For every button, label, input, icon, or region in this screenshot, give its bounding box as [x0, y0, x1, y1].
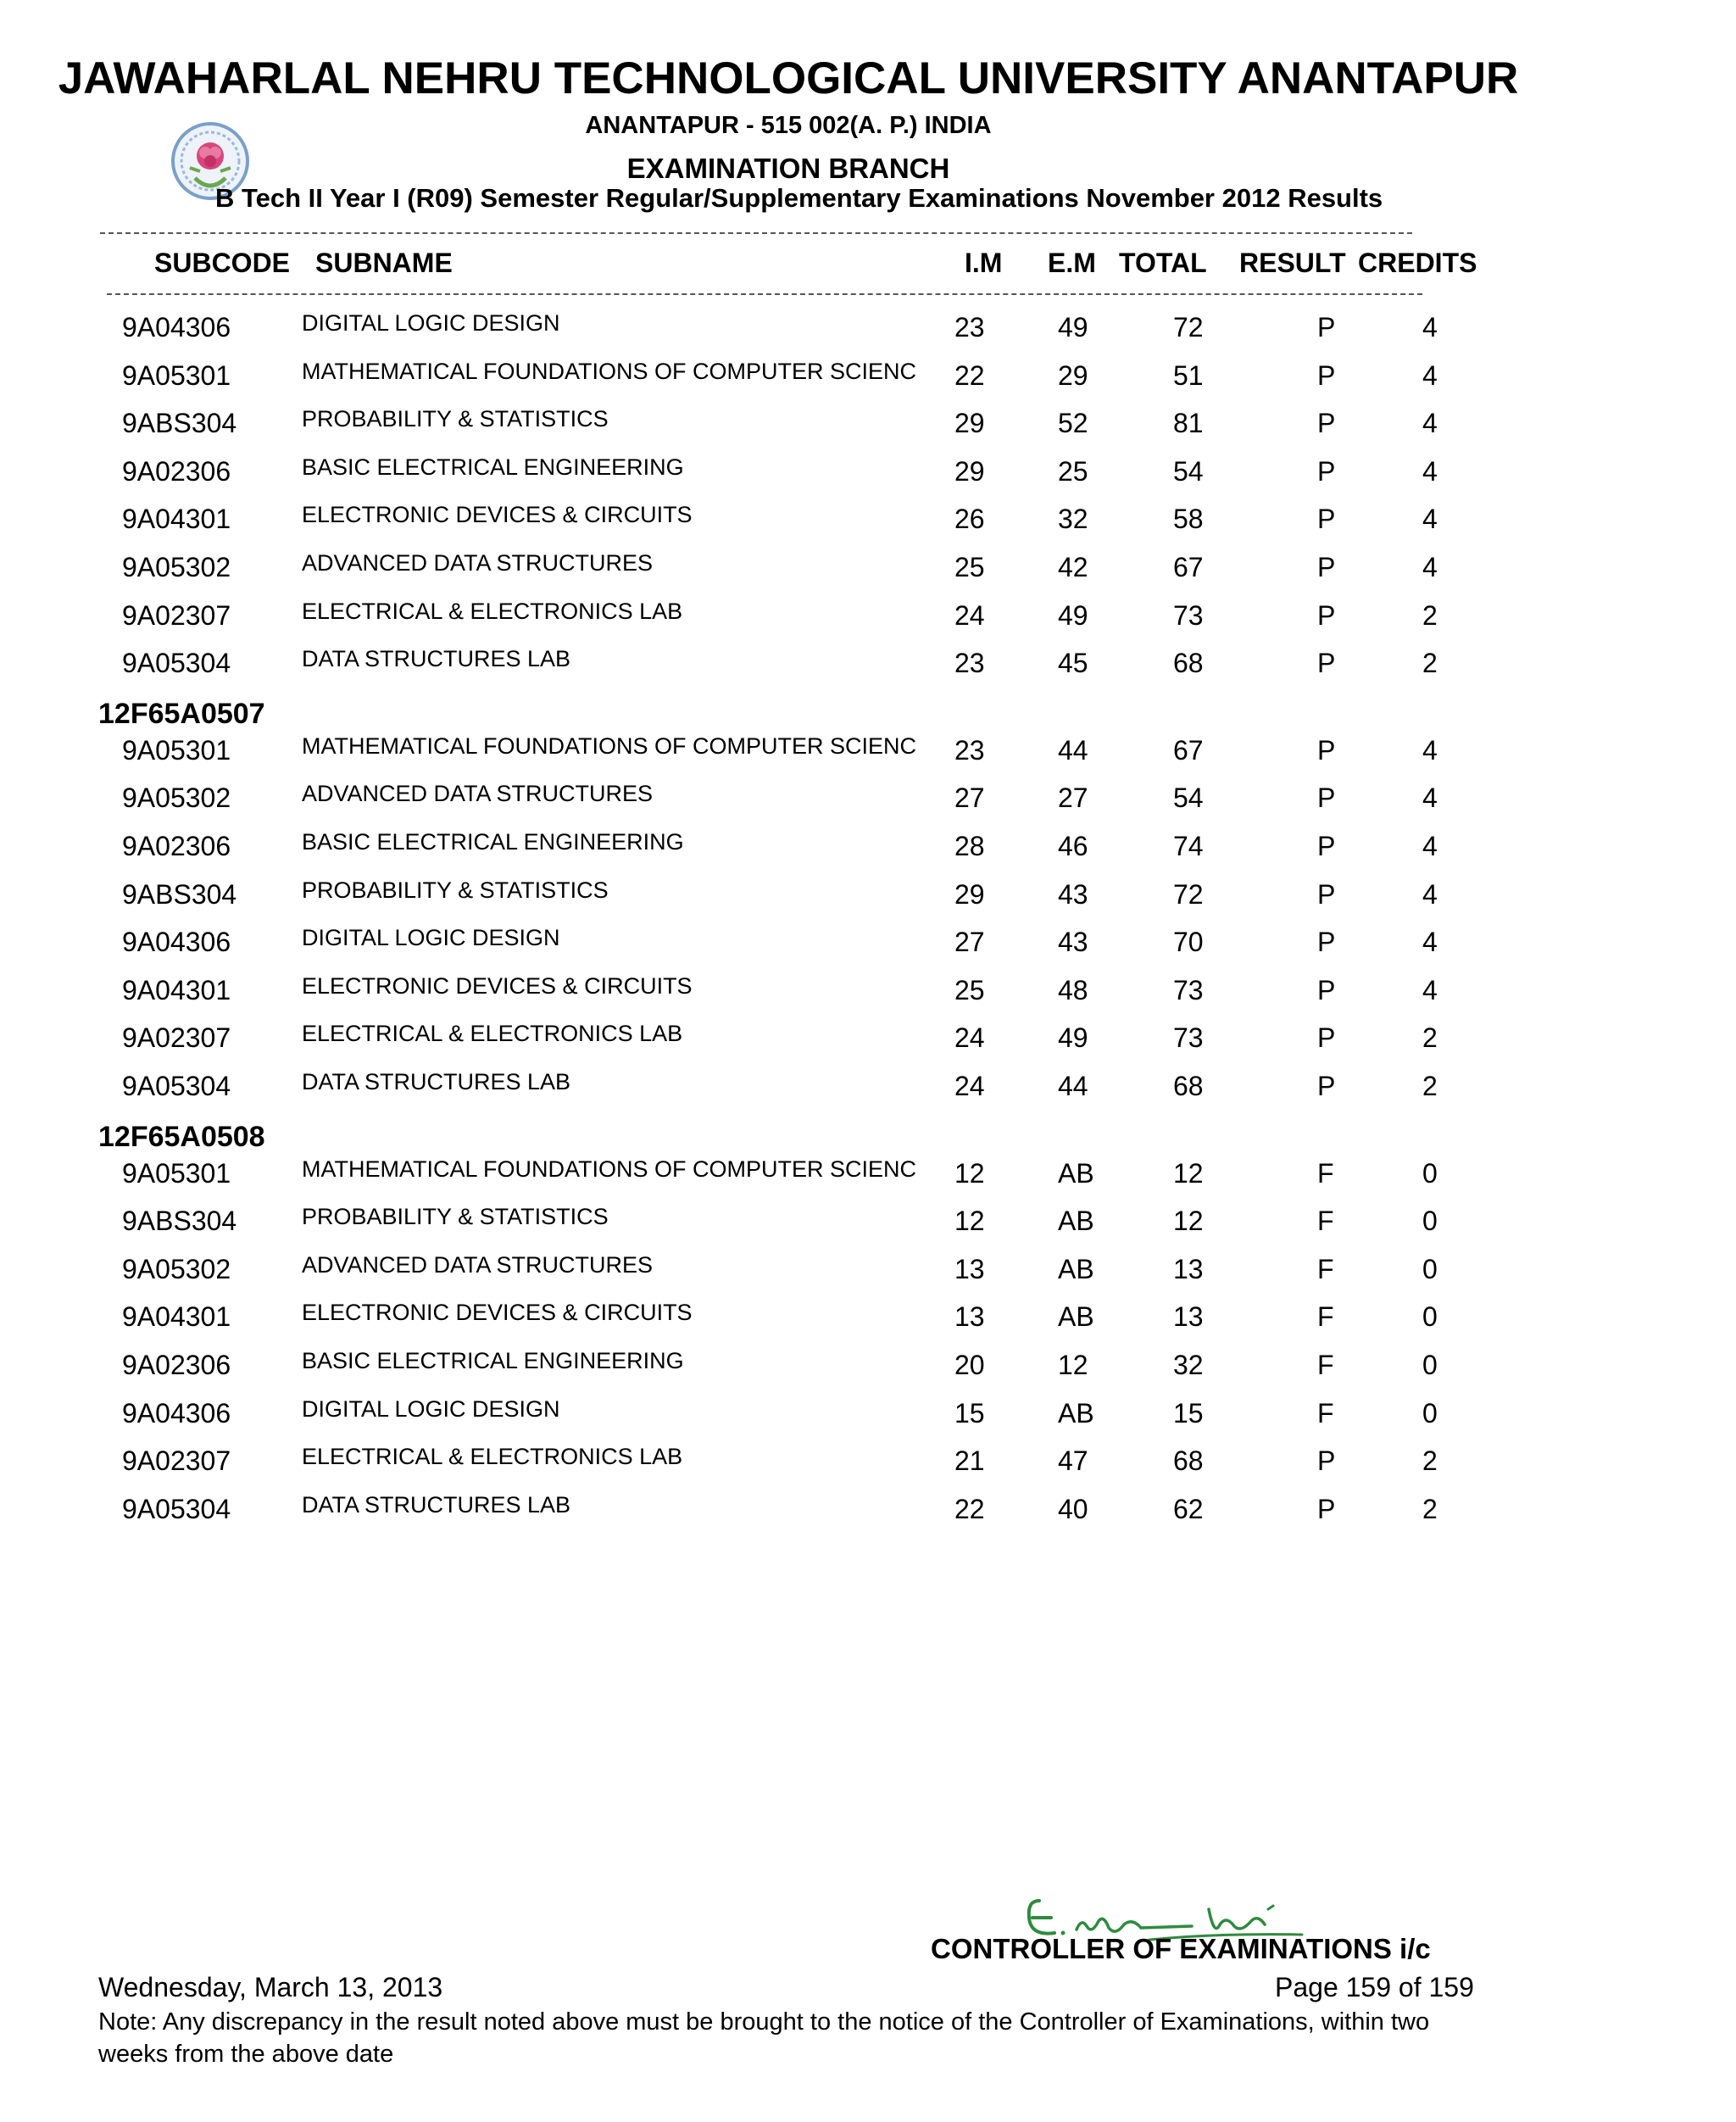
subject-name: DIGITAL LOGIC DESIGN [302, 310, 560, 336]
branch-title: EXAMINATION BRANCH [626, 153, 950, 184]
subject-code: 9A04306 [122, 927, 231, 958]
external-marks: 43 [1058, 878, 1088, 910]
credits: 4 [1422, 504, 1438, 535]
total-marks: 62 [1173, 1493, 1204, 1524]
subject-code: 9A05304 [122, 648, 231, 679]
subject-name: ADVANCED DATA STRUCTURES [302, 550, 654, 576]
internal-marks: 24 [954, 1022, 985, 1054]
external-marks: 45 [1058, 648, 1088, 679]
total-marks: 12 [1173, 1157, 1204, 1189]
subject-name: DATA STRUCTURES LAB [302, 1491, 571, 1518]
internal-marks: 27 [954, 927, 985, 958]
result: F [1317, 1253, 1334, 1284]
internal-marks: 15 [954, 1397, 985, 1429]
university-address: ANANTAPUR - 515 002(A. P.) INDIA [585, 112, 992, 139]
internal-marks: 29 [954, 878, 985, 910]
page-number: Page 159 of 159 [1275, 1972, 1474, 2002]
col-header-total: TOTAL [1119, 248, 1207, 278]
credits: 4 [1422, 312, 1438, 343]
credits: 0 [1422, 1157, 1438, 1189]
external-marks: 44 [1058, 734, 1088, 766]
external-marks: 49 [1058, 312, 1088, 343]
subject-name: PROBABILITY & STATISTICS [302, 406, 609, 432]
subject-code: 9A05301 [122, 1157, 231, 1189]
total-marks: 72 [1173, 312, 1204, 343]
result: P [1317, 927, 1336, 958]
subject-code: 9A04306 [122, 312, 231, 343]
subject-code: 9A02307 [122, 1445, 231, 1477]
result: P [1317, 312, 1336, 343]
subject-name: ADVANCED DATA STRUCTURES [302, 1251, 654, 1278]
result: P [1317, 783, 1336, 814]
external-marks: 42 [1058, 552, 1088, 582]
result: P [1317, 359, 1336, 391]
total-marks: 72 [1173, 878, 1204, 910]
total-marks: 68 [1173, 1445, 1204, 1477]
credits: 2 [1422, 599, 1438, 631]
table-row [0, 1491, 1736, 1541]
subject-code: 9A05302 [122, 1253, 231, 1284]
subject-code: 9A04306 [122, 1397, 231, 1429]
internal-marks: 12 [954, 1206, 985, 1237]
table-row [0, 600, 1736, 648]
external-marks: 44 [1058, 1071, 1088, 1101]
internal-marks: 21 [954, 1445, 985, 1477]
subject-name: DATA STRUCTURES LAB [302, 646, 571, 672]
result: P [1317, 1493, 1336, 1524]
subject-code: 9A05302 [122, 783, 231, 814]
result: P [1317, 1071, 1336, 1101]
table-row [0, 312, 1736, 359]
total-marks: 54 [1173, 783, 1204, 814]
subject-code: 9ABS304 [122, 878, 237, 910]
external-marks: 27 [1058, 783, 1088, 814]
result: P [1317, 408, 1336, 439]
subject-code: 9ABS304 [122, 1206, 237, 1237]
internal-marks: 24 [954, 599, 985, 631]
internal-marks: 28 [954, 831, 985, 861]
table-row [0, 783, 1736, 830]
external-marks: 29 [1058, 359, 1088, 391]
subject-code: 9A04301 [122, 974, 231, 1005]
external-marks: 46 [1058, 831, 1088, 861]
result: F [1317, 1397, 1334, 1429]
discrepancy-note: Note: Any discrepancy in the result noted above must be brought to the notice of the Controller of Examinations, within two weeks from the above date [98, 2008, 1430, 2068]
credits: 4 [1422, 552, 1438, 582]
credits: 4 [1422, 831, 1438, 861]
col-header-subcode: SUBCODE [154, 248, 291, 278]
subject-code: 9A04301 [122, 1301, 231, 1333]
col-header-subname: SUBNAME [315, 248, 453, 278]
internal-marks: 27 [954, 783, 985, 814]
external-marks: AB [1058, 1157, 1094, 1189]
internal-marks: 23 [954, 648, 985, 679]
credits: 4 [1422, 927, 1438, 958]
external-marks: 49 [1058, 1022, 1088, 1054]
external-marks: 25 [1058, 455, 1088, 487]
subject-code: 9A02307 [122, 1022, 231, 1054]
table-row [0, 1350, 1736, 1397]
table-row [0, 1251, 1736, 1301]
internal-marks: 13 [954, 1301, 985, 1333]
student-id: 12F65A0507 [98, 697, 265, 730]
table-row [0, 408, 1736, 455]
subject-name: BASIC ELECTRICAL ENGINEERING [302, 454, 684, 480]
credits: 0 [1422, 1350, 1438, 1380]
credits: 2 [1422, 1071, 1438, 1101]
subject-code: 9A02306 [122, 455, 231, 487]
result: F [1317, 1157, 1334, 1189]
credits: 4 [1422, 974, 1438, 1005]
total-marks: 15 [1173, 1397, 1204, 1429]
credits: 4 [1422, 734, 1438, 766]
result: P [1317, 455, 1336, 487]
total-marks: 73 [1173, 974, 1204, 1005]
col-header-im: I.M [965, 248, 1003, 278]
result: F [1317, 1350, 1334, 1380]
credits: 4 [1422, 783, 1438, 814]
external-marks: AB [1058, 1397, 1094, 1429]
total-marks: 13 [1173, 1253, 1204, 1284]
table-row [0, 732, 1736, 783]
student-id: 12F65A0508 [98, 1120, 265, 1153]
table-row [0, 1445, 1736, 1493]
result: P [1317, 974, 1336, 1005]
result: P [1317, 1022, 1336, 1054]
external-marks: 52 [1058, 408, 1088, 439]
internal-marks: 22 [954, 1493, 985, 1524]
external-marks: AB [1058, 1253, 1094, 1284]
subject-code: 9A02306 [122, 1350, 231, 1380]
internal-marks: 20 [954, 1350, 985, 1380]
result: P [1317, 878, 1336, 910]
total-marks: 54 [1173, 455, 1204, 487]
subject-code: 9A05301 [122, 359, 231, 391]
subject-name: MATHEMATICAL FOUNDATIONS OF COMPUTER SCIENC [302, 1156, 917, 1182]
print-date: Wednesday, March 13, 2013 [98, 1972, 443, 2002]
credits: 0 [1422, 1301, 1438, 1333]
table-row [0, 552, 1736, 599]
table-row [0, 831, 1736, 878]
subject-name: PROBABILITY & STATISTICS [302, 877, 609, 903]
external-marks: 43 [1058, 927, 1088, 958]
internal-marks: 22 [954, 359, 985, 391]
subject-name: ELECTRONIC DEVICES & CIRCUITS [302, 502, 693, 528]
table-row [0, 504, 1736, 551]
subject-code: 9A05302 [122, 552, 231, 582]
signatory-title: CONTROLLER OF EXAMINATIONS i/c [931, 1933, 1431, 1964]
table-row [0, 1301, 1736, 1349]
credits: 2 [1422, 1022, 1438, 1054]
table-row [0, 360, 1736, 408]
internal-marks: 23 [954, 312, 985, 343]
internal-marks: 25 [954, 552, 985, 582]
table-row [0, 927, 1736, 974]
university-name: JAWAHARLAL NEHRU TECHNOLOGICAL UNIVERSITY ANANTAPUR [58, 53, 1519, 103]
subject-name: DIGITAL LOGIC DESIGN [302, 1395, 560, 1422]
credits: 2 [1422, 648, 1438, 679]
external-marks: 40 [1058, 1493, 1088, 1524]
internal-marks: 23 [954, 734, 985, 766]
subject-name: DIGITAL LOGIC DESIGN [302, 925, 560, 951]
result: P [1317, 734, 1336, 766]
result: F [1317, 1206, 1334, 1237]
credits: 0 [1422, 1397, 1438, 1429]
total-marks: 73 [1173, 1022, 1204, 1054]
credits: 4 [1422, 359, 1438, 391]
total-marks: 58 [1173, 504, 1204, 535]
total-marks: 74 [1173, 831, 1204, 861]
internal-marks: 25 [954, 974, 985, 1005]
internal-marks: 12 [954, 1157, 985, 1189]
total-marks: 13 [1173, 1301, 1204, 1333]
table-row [0, 456, 1736, 504]
subject-code: 9A05304 [122, 1493, 231, 1524]
total-marks: 68 [1173, 648, 1204, 679]
external-marks: 49 [1058, 599, 1088, 631]
credits: 2 [1422, 1445, 1438, 1477]
table-row [0, 1022, 1736, 1070]
result: P [1317, 648, 1336, 679]
table-row [0, 1071, 1736, 1118]
subject-code: 9A02307 [122, 599, 231, 631]
col-header-em: E.M [1048, 248, 1096, 278]
external-marks: AB [1058, 1301, 1094, 1333]
total-marks: 70 [1173, 927, 1204, 958]
subject-code: 9ABS304 [122, 408, 237, 439]
credits: 4 [1422, 408, 1438, 439]
total-marks: 81 [1173, 408, 1204, 439]
subject-code: 9A05304 [122, 1071, 231, 1101]
result: P [1317, 599, 1336, 631]
table-row [0, 648, 1736, 695]
credits: 4 [1422, 878, 1438, 910]
external-marks: AB [1058, 1206, 1094, 1237]
subject-code: 9A02306 [122, 831, 231, 861]
result: P [1317, 1445, 1336, 1477]
total-marks: 32 [1173, 1350, 1204, 1380]
subject-name: ELECTRICAL & ELECTRONICS LAB [302, 598, 683, 624]
result: P [1317, 504, 1336, 535]
credits: 0 [1422, 1253, 1438, 1284]
internal-marks: 26 [954, 504, 985, 535]
subject-name: ELECTRICAL & ELECTRONICS LAB [302, 1444, 683, 1470]
credits: 4 [1422, 455, 1438, 487]
exam-title: B Tech II Year I (R09) Semester Regular/Supplementary Examinations November 2012 Results [215, 183, 1383, 213]
subject-name: ELECTRONIC DEVICES & CIRCUITS [302, 1300, 693, 1326]
subject-name: ELECTRONIC DEVICES & CIRCUITS [302, 972, 693, 999]
credits: 0 [1422, 1206, 1438, 1237]
table-row [0, 1206, 1736, 1253]
table-row [0, 1395, 1736, 1445]
result: P [1317, 552, 1336, 582]
table-row [0, 1158, 1736, 1206]
external-marks: 12 [1058, 1350, 1088, 1380]
col-header-credits: CREDITS [1358, 248, 1477, 278]
external-marks: 32 [1058, 504, 1088, 535]
total-marks: 73 [1173, 599, 1204, 631]
col-header-result: RESULT [1239, 248, 1346, 278]
external-marks: 48 [1058, 974, 1088, 1005]
subject-name: ELECTRICAL & ELECTRONICS LAB [302, 1021, 683, 1047]
external-marks: 47 [1058, 1445, 1088, 1477]
credits: 2 [1422, 1493, 1438, 1524]
subject-name: DATA STRUCTURES LAB [302, 1069, 571, 1094]
subject-name: ADVANCED DATA STRUCTURES [302, 781, 654, 807]
internal-marks: 29 [954, 455, 985, 487]
result: P [1317, 831, 1336, 861]
subject-code: 9A05301 [122, 734, 231, 766]
total-marks: 67 [1173, 734, 1204, 766]
total-marks: 67 [1173, 552, 1204, 582]
internal-marks: 13 [954, 1253, 985, 1284]
total-marks: 68 [1173, 1071, 1204, 1101]
internal-marks: 24 [954, 1071, 985, 1101]
subject-name: MATHEMATICAL FOUNDATIONS OF COMPUTER SCIENC [302, 358, 917, 384]
subject-name: MATHEMATICAL FOUNDATIONS OF COMPUTER SCIENC [302, 732, 917, 759]
subject-name: BASIC ELECTRICAL ENGINEERING [302, 829, 684, 855]
subject-name: PROBABILITY & STATISTICS [302, 1204, 609, 1230]
table-row [0, 879, 1736, 927]
table-row [0, 972, 1736, 1022]
subject-name: BASIC ELECTRICAL ENGINEERING [302, 1348, 684, 1373]
total-marks: 12 [1173, 1206, 1204, 1237]
total-marks: 51 [1173, 359, 1204, 391]
internal-marks: 29 [954, 408, 985, 439]
subject-code: 9A04301 [122, 504, 231, 535]
result: F [1317, 1301, 1334, 1333]
